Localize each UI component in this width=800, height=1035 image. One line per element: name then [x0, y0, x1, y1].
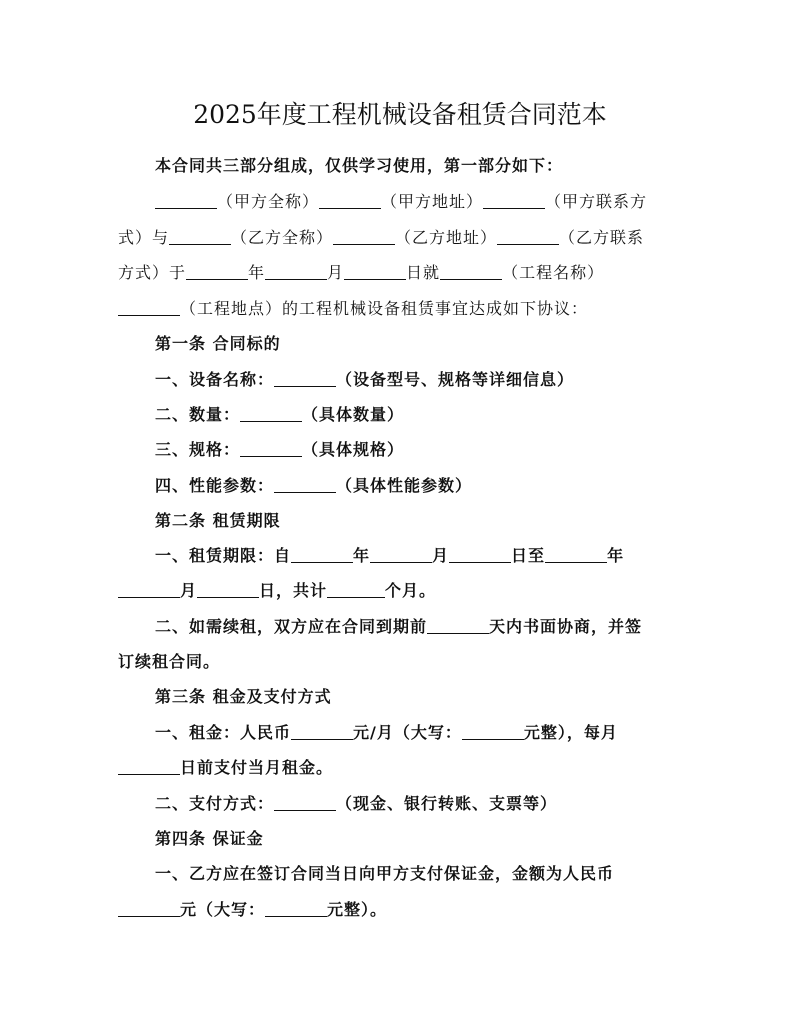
spec-note: （具体规格） — [302, 440, 405, 459]
blank-field[interactable] — [118, 758, 180, 775]
date-intro-text: 方式）于 — [118, 263, 187, 282]
blank-field[interactable] — [440, 263, 502, 280]
blank-field[interactable] — [497, 228, 559, 245]
payment-method-note: （现金、银行转账、支票等） — [336, 794, 558, 813]
article-4-item-1-line-2 — [118, 900, 387, 920]
blank-field[interactable] — [155, 192, 217, 209]
blank-field[interactable] — [344, 263, 406, 280]
month-label: 月 — [180, 581, 198, 600]
lease-term-label: 一、租赁期限：自 — [155, 546, 292, 565]
intro-line: 本合同共三部分组成，仅供学习使用，第一部分如下： — [155, 156, 564, 175]
blank-field[interactable] — [327, 581, 385, 598]
deposit-end-label: 元整）。 — [327, 900, 388, 919]
renewal-text: 二、如需续租，双方应在合同到期前 — [155, 617, 428, 636]
blank-field[interactable] — [370, 546, 432, 563]
article-3-item-2 — [155, 794, 557, 814]
blank-field[interactable] — [118, 581, 180, 598]
equipment-name-label: 一、设备名称： — [155, 370, 275, 389]
blank-field[interactable] — [333, 228, 395, 245]
deposit-capital-label: 元（大写： — [180, 900, 266, 919]
months-label: 个月。 — [385, 581, 437, 600]
party-b-contact-label: （乙方联系 — [559, 228, 645, 247]
blank-field[interactable] — [291, 723, 353, 740]
article-1-item-1 — [155, 370, 574, 390]
blank-field[interactable] — [197, 581, 259, 598]
party-a-contact-label-cont: 式）与 — [118, 228, 170, 247]
document-title: 2025年度工程机械设备租赁合同范本 — [193, 100, 607, 129]
party-a-contact-label: （甲方联系方 — [545, 192, 648, 211]
quantity-note: （具体数量） — [302, 405, 405, 424]
article-4-heading: 第四条 保证金 — [155, 829, 264, 848]
article-1-heading: 第一条 合同标的 — [155, 334, 281, 353]
renewal-text-cont: 天内书面协商，并签 — [489, 617, 643, 636]
article-3-item-1-line-1 — [155, 723, 618, 743]
blank-field[interactable] — [265, 900, 327, 917]
party-a-name-label: （甲方全称） — [217, 192, 320, 211]
blank-field[interactable] — [274, 794, 336, 811]
article-2-item-2-line-1 — [155, 617, 642, 637]
party-b-name-label: （乙方全称） — [231, 228, 334, 247]
blank-field[interactable] — [118, 299, 180, 316]
blank-field[interactable] — [118, 900, 180, 917]
day-total-label: 日，共计 — [259, 581, 328, 600]
payment-due-text: 日前支付当月租金。 — [180, 758, 334, 777]
parties-line-3 — [118, 263, 604, 283]
blank-field[interactable] — [186, 263, 248, 280]
day-to-label: 日至 — [511, 546, 546, 565]
year-label: 年 — [248, 263, 266, 282]
blank-field[interactable] — [240, 440, 302, 457]
article-2-item-1-line-2 — [118, 581, 436, 601]
performance-label: 四、性能参数： — [155, 476, 275, 495]
rent-per-month-label: 元/月（大写： — [353, 723, 462, 742]
spec-label: 三、规格： — [155, 440, 241, 459]
blank-field[interactable] — [545, 546, 607, 563]
equipment-name-note: （设备型号、规格等详细信息） — [336, 370, 575, 389]
year-label: 年 — [607, 546, 625, 565]
blank-field[interactable] — [483, 192, 545, 209]
blank-field[interactable] — [427, 617, 489, 634]
parties-line-2 — [118, 228, 644, 248]
payment-method-label: 二、支付方式： — [155, 794, 275, 813]
blank-field[interactable] — [240, 405, 302, 422]
parties-line-4 — [118, 299, 588, 319]
article-4-item-1-line-1: 一、乙方应在签订合同当日向甲方支付保证金，金额为人民币 — [155, 864, 615, 883]
blank-field[interactable] — [449, 546, 511, 563]
blank-field[interactable] — [169, 228, 231, 245]
party-b-address-label: （乙方地址） — [395, 228, 498, 247]
article-3-item-1-line-2 — [118, 758, 333, 778]
day-label: 日就 — [406, 263, 441, 282]
parties-line-1 — [155, 192, 647, 212]
project-name-label: （工程名称） — [502, 263, 605, 282]
blank-field[interactable] — [319, 192, 381, 209]
article-2-heading: 第二条 租赁期限 — [155, 511, 281, 530]
month-label: 月 — [432, 546, 450, 565]
article-3-heading: 第三条 租金及支付方式 — [155, 687, 332, 706]
party-a-address-label: （甲方地址） — [381, 192, 484, 211]
month-label: 月 — [327, 263, 345, 282]
article-1-item-4 — [155, 476, 472, 496]
article-1-item-3 — [155, 440, 404, 460]
blank-field[interactable] — [291, 546, 353, 563]
article-2-item-2-line-2: 订续租合同。 — [118, 652, 221, 671]
year-label: 年 — [353, 546, 371, 565]
blank-field[interactable] — [274, 476, 336, 493]
performance-note: （具体性能参数） — [336, 476, 473, 495]
quantity-label: 二、数量： — [155, 405, 241, 424]
rent-label: 一、租金：人民币 — [155, 723, 292, 742]
blank-field[interactable] — [265, 263, 327, 280]
blank-field[interactable] — [274, 370, 336, 387]
article-1-item-2 — [155, 405, 404, 425]
article-2-item-1-line-1 — [155, 546, 624, 566]
rent-capital-label: 元整），每月 — [523, 723, 618, 742]
project-location-text: （工程地点）的工程机械设备租赁事宜达成如下协议： — [180, 299, 589, 318]
blank-field[interactable] — [462, 723, 524, 740]
